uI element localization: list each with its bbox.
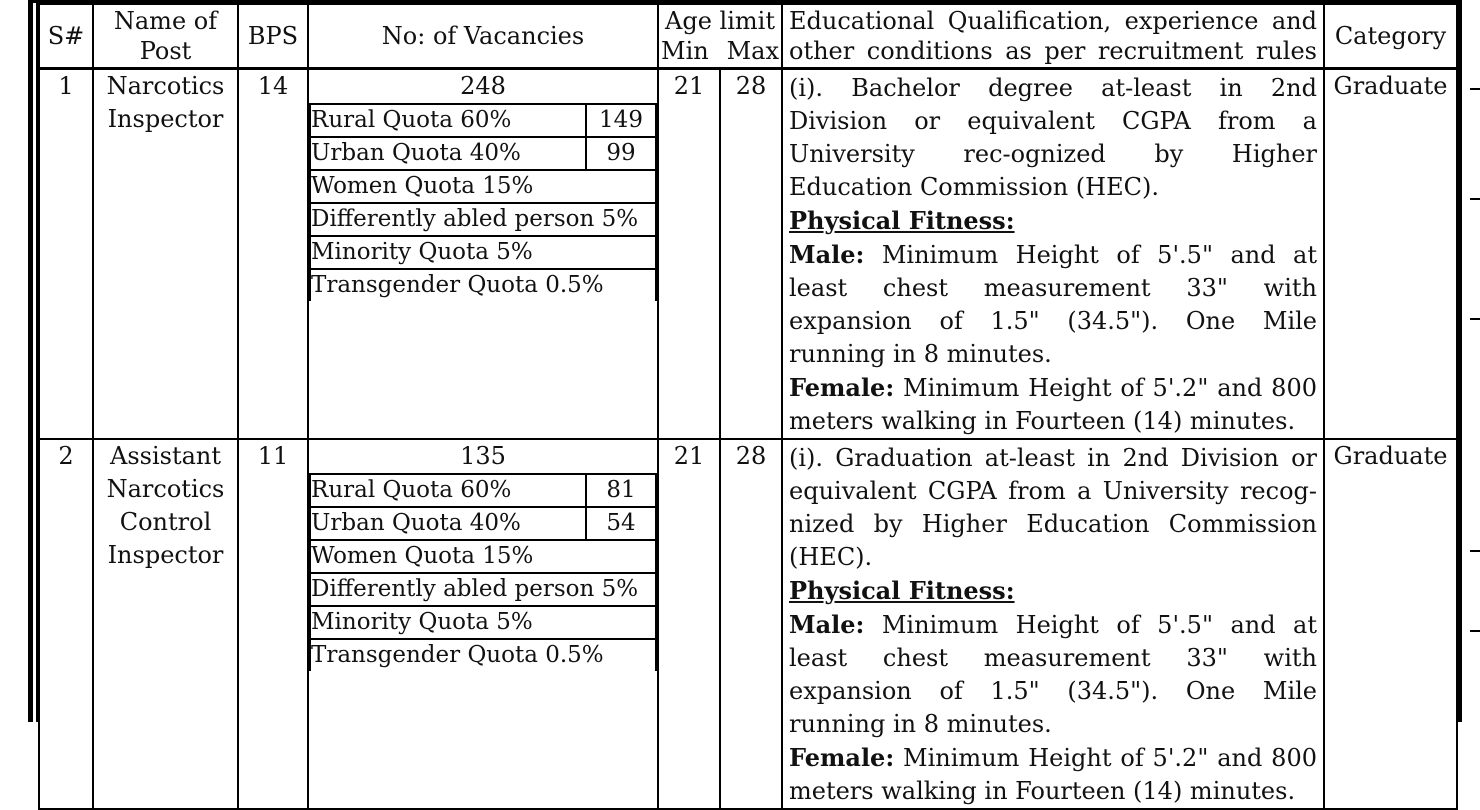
quota-value: 99 [586,137,656,170]
table-header-row [39,4,1457,69]
quota-row [310,639,656,671]
row-category: Graduate [1324,69,1457,440]
page-edge-marks [1470,70,1480,722]
quota-label: Differently abled person 5% [310,573,656,606]
male-requirements: Minimum Height of 5'.5" and at least chest measurement 33" with expansion of 1.5" (34.5"). One Mile running in 8 minutes. [789,611,1317,738]
qualification-text: (i). Graduation at-least in 2nd Division or equivalent CGPA from a University recog-nized by Higher Education Commission (HEC). [789,444,1317,571]
header-post: Name of Post [93,4,238,69]
quota-row [310,269,656,301]
header-sno: S# [39,4,93,69]
row-age-min: 21 [658,69,720,440]
table-row [39,69,1457,440]
header-bps: BPS [238,4,308,69]
quota-row [310,507,656,540]
row-category: Graduate [1324,439,1457,809]
row-qualification [782,69,1324,440]
row-sno: 2 [39,439,93,809]
row-vacancies [308,69,658,440]
female-label: Female: [789,373,895,402]
quota-label: Transgender Quota 0.5% [310,269,656,301]
male-requirements: Minimum Height of 5'.5" and at least chest measurement 33" with expansion of 1.5" (34.5"). One Mile running in 8 minutes. [789,241,1317,368]
row-bps: 14 [238,69,308,440]
quota-label: Women Quota 15% [310,540,656,573]
header-category: Category [1324,4,1457,69]
quota-value: 81 [586,474,656,507]
male-label: Male: [789,240,865,269]
quota-label: Urban Quota 40% [310,137,586,170]
quota-label: Differently abled person 5% [310,203,656,236]
quota-row [310,104,656,137]
quota-row [310,540,656,573]
female-label: Female: [789,743,895,772]
row-age-max: 28 [720,439,782,809]
row-qualification [782,439,1324,809]
quota-value: 149 [586,104,656,137]
table-row [39,439,1457,809]
recruitment-table [38,3,1458,810]
quota-row [310,606,656,639]
qualification-text: (i). Bachelor degree at-least in 2nd Division or equivalent CGPA from a University rec-ognized by Higher Education Commission (HEC). [789,74,1317,201]
quota-table [309,103,657,301]
quota-table [309,473,657,671]
quota-row [310,170,656,203]
table-frame-left [28,0,33,722]
quota-label: Transgender Quota 0.5% [310,639,656,671]
header-age-min: Min [661,37,709,65]
female-requirements: Minimum Height of 5'.2" and 800 meters walking in Fourteen (14) minutes. [789,744,1317,805]
header-qualification: Educational Qualification, experience and other conditions as per recruitment rules [782,4,1324,69]
quota-label: Rural Quota 60% [310,474,586,507]
header-age-label: Age limit [665,7,775,35]
quota-row [310,236,656,269]
row-sno: 1 [39,69,93,440]
quota-label: Women Quota 15% [310,170,656,203]
row-post-name: Narcotics Inspector [93,69,238,440]
quota-row [310,573,656,606]
row-bps: 11 [238,439,308,809]
physical-fitness-heading: Physical Fitness: [789,576,1015,605]
male-label: Male: [789,610,865,639]
header-age-max: Max [726,37,779,65]
quota-label: Minority Quota 5% [310,236,656,269]
quota-label: Rural Quota 60% [310,104,586,137]
row-post-name: Assistant Narcotics Control Inspector [93,439,238,809]
quota-row [310,137,656,170]
row-vacancies [308,439,658,809]
quota-row [310,474,656,507]
vacancy-total: 135 [460,442,506,470]
quota-label: Urban Quota 40% [310,507,586,540]
quota-row [310,203,656,236]
vacancy-total: 248 [460,72,506,100]
female-requirements: Minimum Height of 5'.2" and 800 meters walking in Fourteen (14) minutes. [789,374,1317,435]
row-age-min: 21 [658,439,720,809]
header-age-limit [658,4,782,69]
quota-label: Minority Quota 5% [310,606,656,639]
physical-fitness-heading: Physical Fitness: [789,206,1015,235]
row-age-max: 28 [720,69,782,440]
quota-value: 54 [586,507,656,540]
header-vacancies: No: of Vacancies [308,4,658,69]
